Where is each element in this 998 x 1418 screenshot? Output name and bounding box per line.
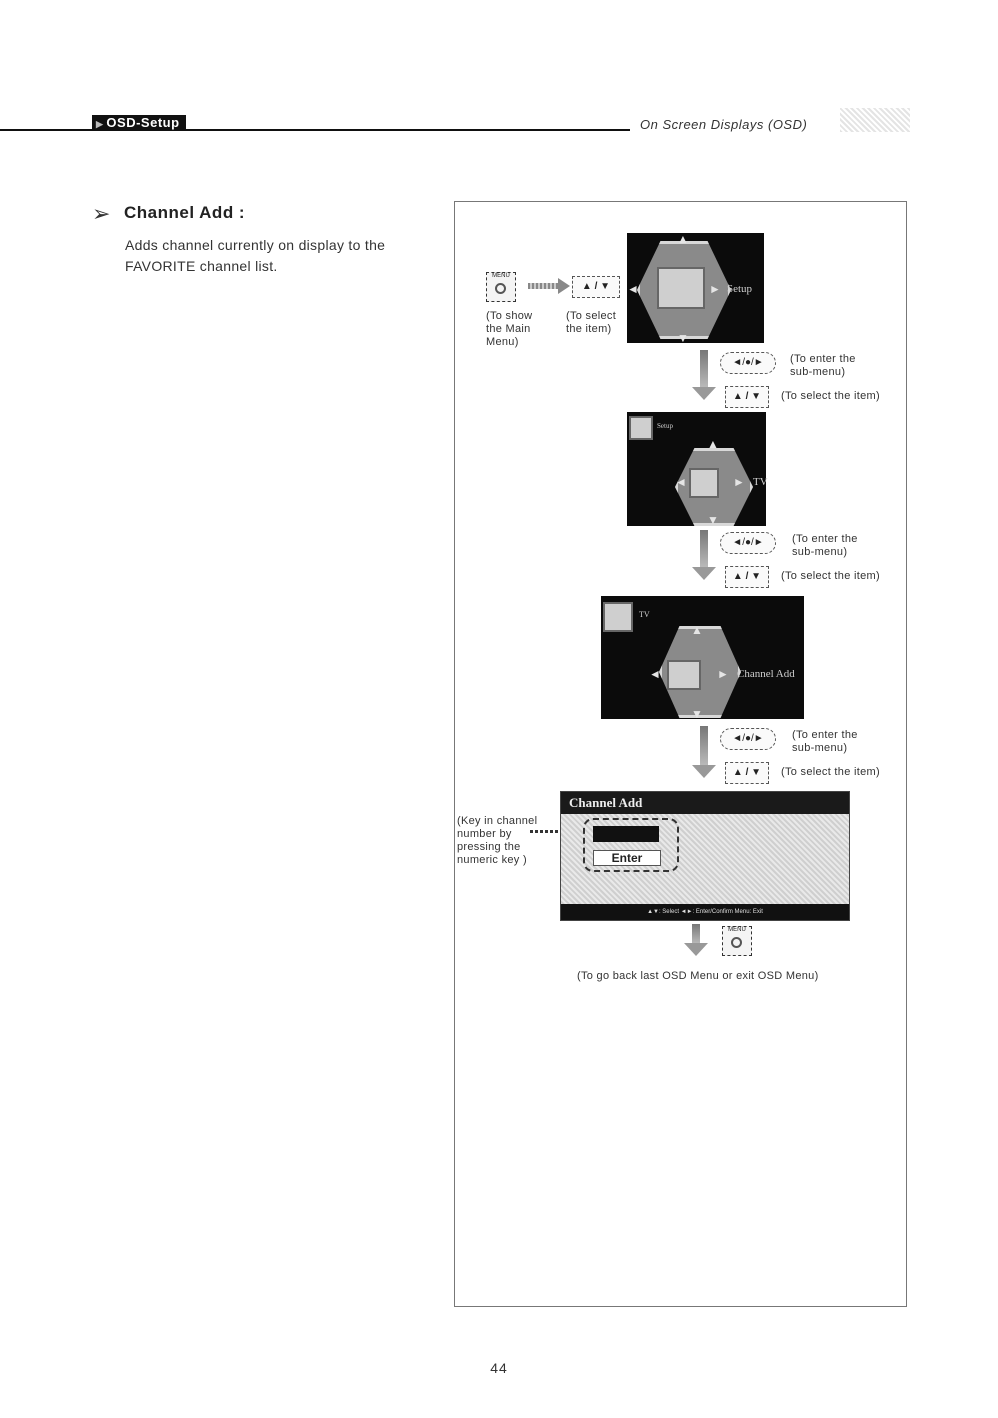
screen-label-channel-add: Channel Add	[737, 668, 795, 680]
section-description: Adds channel currently on display to the FAVORITE channel list.	[125, 237, 386, 274]
bullet-arrow-icon: ➢	[92, 201, 111, 226]
menu-key-icon	[722, 926, 752, 956]
note-key-in-channel: (Key in channel number by pressing the numeric key )	[457, 815, 538, 866]
header-title: On Screen Displays (OSD)	[640, 117, 808, 132]
enter-button: Enter	[593, 850, 661, 866]
menu-key-label: MENU	[728, 927, 746, 933]
screen-label-tv: TV	[753, 476, 768, 488]
pointer-arrow-icon	[530, 830, 560, 833]
play-icon: ▶	[96, 119, 104, 129]
up-triangle-icon: ▲	[691, 623, 703, 637]
down-arrow-icon	[700, 350, 708, 388]
screen-small-label: TV	[639, 610, 650, 619]
left-right-key-icon: ◄/●/►	[720, 352, 776, 374]
note-select-item: (To select the item)	[566, 310, 617, 335]
channel-number-input	[593, 826, 659, 842]
left-triangle-icon: ◄	[627, 282, 639, 296]
note-select-item: (To select the item)	[781, 390, 880, 402]
up-triangle-icon: ▲	[677, 232, 689, 246]
menu-key-icon	[486, 272, 516, 302]
down-triangle-icon: ▼	[707, 513, 719, 527]
page-number: 44	[490, 1360, 508, 1376]
up-down-key-icon: ▲ / ▼	[725, 386, 769, 408]
screen-label-setup: Setup	[727, 283, 753, 295]
menu-key-label: MENU	[492, 273, 510, 279]
up-down-key-icon: ▲ / ▼	[725, 566, 769, 588]
down-triangle-icon: ▼	[691, 707, 703, 721]
section-badge-label: OSD-Setup	[106, 115, 180, 130]
note-enter-submenu: (To enter the sub-menu)	[790, 353, 856, 378]
setup-small-icon	[629, 416, 653, 440]
left-triangle-icon: ◄	[649, 667, 661, 681]
right-triangle-icon: ►	[733, 475, 745, 489]
note-select-item: (To select the item)	[781, 570, 880, 582]
up-triangle-icon: ▲	[707, 437, 719, 451]
osd-screen-tv	[601, 596, 804, 719]
dialog-footer: ▲▼: Select ◄►: Enter/Confirm Menu: Exit	[561, 904, 849, 920]
left-triangle-icon: ◄	[675, 475, 687, 489]
note-enter-submenu: (To enter the sub-menu)	[792, 533, 858, 558]
down-triangle-icon: ▼	[677, 331, 689, 345]
channel-add-dialog	[560, 791, 850, 921]
osd-screen-main	[627, 233, 764, 343]
tv-small-icon	[603, 602, 633, 632]
note-select-item: (To select the item)	[781, 766, 880, 778]
right-arrow-head-icon	[558, 278, 570, 294]
note-enter-submenu: (To enter the sub-menu)	[792, 729, 858, 754]
right-triangle-icon: ►	[717, 667, 729, 681]
channel-add-tile-icon	[667, 660, 701, 690]
right-triangle-icon: ►	[709, 282, 721, 296]
up-down-key-icon: ▲ / ▼	[725, 762, 769, 784]
down-arrow-icon	[700, 726, 708, 766]
note-go-back: (To go back last OSD Menu or exit OSD Menu)	[577, 970, 819, 982]
osd-screen-setup	[627, 412, 766, 526]
tv-tile-icon	[689, 468, 719, 498]
note-show-main-menu: (To show the Main Menu)	[486, 310, 533, 348]
up-down-key-icon: ▲ / ▼	[572, 276, 620, 298]
down-arrow-icon	[692, 924, 700, 944]
section-badge	[92, 115, 186, 131]
down-arrow-icon	[700, 530, 708, 568]
header-decoration	[840, 108, 910, 132]
dialog-title: Channel Add	[561, 792, 849, 814]
setup-tile-icon	[657, 267, 705, 309]
right-arrow-icon	[528, 283, 560, 289]
screen-small-label: Setup	[657, 422, 673, 430]
section-title: Channel Add :	[124, 203, 246, 222]
left-right-key-icon: ◄/●/►	[720, 532, 776, 554]
left-right-key-icon: ◄/●/►	[720, 728, 776, 750]
